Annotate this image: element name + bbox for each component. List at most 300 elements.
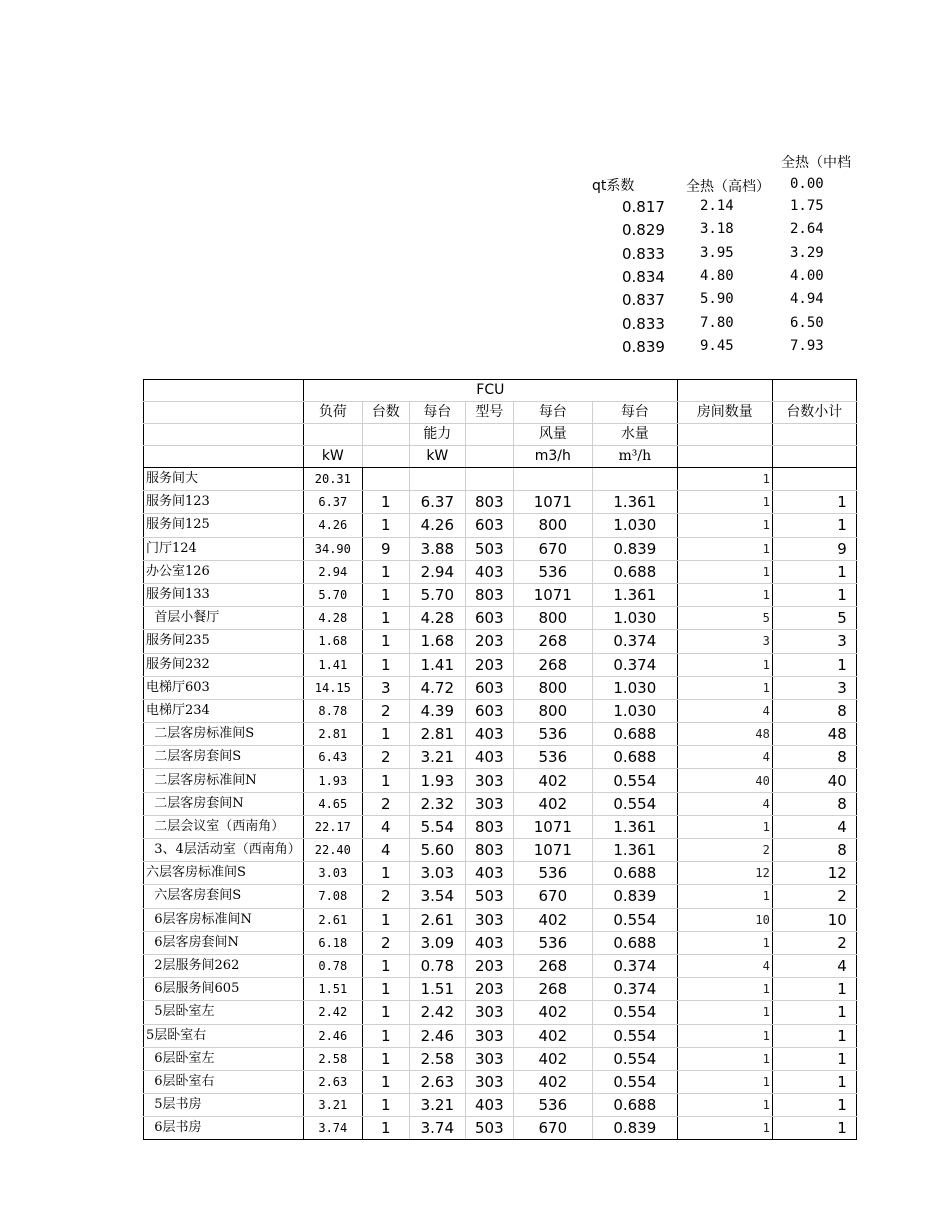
- room-name: 服务间123: [144, 491, 304, 514]
- qt-value: 0.829: [622, 221, 665, 240]
- capacity-subheader: 能力: [409, 424, 465, 446]
- unit-count: 1: [362, 1117, 409, 1140]
- airflow-value: 800: [513, 699, 592, 722]
- unit-subtotal: 5: [772, 607, 856, 630]
- unit-subtotal: 40: [772, 769, 856, 792]
- unit-subtotal: 10: [772, 908, 856, 931]
- airflow-value: 536: [513, 862, 592, 885]
- load-value: 14.15: [303, 676, 362, 699]
- unit-capacity: 5.60: [409, 839, 465, 862]
- high-heat-value: 3.95: [700, 244, 734, 261]
- load-unit: kW: [303, 446, 362, 468]
- room-count: 1: [677, 1001, 772, 1024]
- qt-value: 0.837: [622, 291, 665, 310]
- airflow-unit: m3/h: [513, 446, 592, 468]
- unit-subtotal: 1: [772, 978, 856, 1001]
- table-row: [144, 468, 857, 491]
- unit-capacity: 5.54: [409, 815, 465, 838]
- high-heat-value: 7.80: [700, 314, 734, 331]
- room-name: 服务间125: [144, 514, 304, 537]
- unit-subtotal: 1: [772, 491, 856, 514]
- room-count: 1: [677, 1117, 772, 1140]
- room-count: 1: [677, 491, 772, 514]
- unit-count: 9: [362, 537, 409, 560]
- unit-count: 2: [362, 931, 409, 954]
- room-name: 5层卧室左: [144, 1001, 304, 1024]
- room-count: 1: [677, 583, 772, 606]
- model-number: 303: [465, 1001, 513, 1024]
- load-value: 22.40: [303, 839, 362, 862]
- room-count: 1: [677, 1047, 772, 1070]
- table-row: [144, 746, 857, 769]
- room-count: 1: [677, 468, 772, 491]
- model-number: [465, 468, 513, 491]
- airflow-value: 268: [513, 630, 592, 653]
- table-row: [144, 1070, 857, 1093]
- airflow-value: 268: [513, 653, 592, 676]
- high-heat-value: 3.18: [700, 221, 734, 238]
- waterflow-value: [592, 468, 677, 491]
- unit-capacity: 2.46: [409, 1024, 465, 1047]
- airflow-value: 536: [513, 931, 592, 954]
- unit-count: 1: [362, 908, 409, 931]
- model-number: 403: [465, 862, 513, 885]
- unit-count: 1: [362, 491, 409, 514]
- unit-count: 1: [362, 607, 409, 630]
- airflow-value: 536: [513, 723, 592, 746]
- room-name: 服务间大: [144, 468, 304, 491]
- load-value: 7.08: [303, 885, 362, 908]
- room-name: 二层客房套间N: [144, 792, 304, 815]
- model-number: 303: [465, 769, 513, 792]
- room-name: 服务间232: [144, 653, 304, 676]
- waterflow-value: 0.554: [592, 908, 677, 931]
- unit-subtotal: 2: [772, 931, 856, 954]
- table-row: [144, 792, 857, 815]
- waterflow-value: 0.554: [592, 1024, 677, 1047]
- room-count: 1: [677, 978, 772, 1001]
- mid-heat-value: 7.93: [790, 337, 824, 354]
- unit-subtotal: 2: [772, 885, 856, 908]
- airflow-value: 800: [513, 607, 592, 630]
- unit-count: 1: [362, 769, 409, 792]
- qt-value: 0.817: [622, 198, 665, 216]
- table-row: [144, 537, 857, 560]
- airflow-value: 402: [513, 1070, 592, 1093]
- header-row-units: [144, 446, 857, 468]
- room-name: 6层卧室左: [144, 1047, 304, 1070]
- airflow-value: 268: [513, 954, 592, 977]
- model-number: 403: [465, 931, 513, 954]
- model-number: 803: [465, 815, 513, 838]
- table-row: [144, 1047, 857, 1070]
- unit-capacity: 2.63: [409, 1070, 465, 1093]
- room-name: 电梯厅234: [144, 699, 304, 722]
- unit-capacity: 2.94: [409, 560, 465, 583]
- high-heat-header: 全热（高档）: [686, 179, 770, 195]
- mid-heat-header: 全热（中档: [781, 155, 851, 171]
- unit-capacity: 4.26: [409, 514, 465, 537]
- unit-count: 1: [362, 1001, 409, 1024]
- unit-capacity: 0.78: [409, 954, 465, 977]
- table-row: [144, 978, 857, 1001]
- room-count: 1: [677, 653, 772, 676]
- load-value: 2.46: [303, 1024, 362, 1047]
- high-heat-value: 5.90: [700, 291, 734, 308]
- model-number: 803: [465, 491, 513, 514]
- room-name: 6层书房: [144, 1117, 304, 1140]
- model-number: 403: [465, 1094, 513, 1117]
- unit-subtotal: 4: [772, 815, 856, 838]
- unit-capacity: 1.93: [409, 769, 465, 792]
- load-value: 8.78: [303, 699, 362, 722]
- airflow-value: 800: [513, 676, 592, 699]
- room-count: 1: [677, 676, 772, 699]
- mid-heat-value: 4.94: [790, 291, 824, 308]
- high-heat-value: 4.80: [700, 267, 734, 284]
- unit-capacity: [409, 468, 465, 491]
- airflow-value: 402: [513, 908, 592, 931]
- airflow-value: 1071: [513, 491, 592, 514]
- load-value: 2.63: [303, 1070, 362, 1093]
- waterflow-value: 0.688: [592, 862, 677, 885]
- unit-capacity: 3.88: [409, 537, 465, 560]
- room-name: 2层服务间262: [144, 954, 304, 977]
- waterflow-header: 每台: [592, 402, 677, 424]
- table-row: [144, 607, 857, 630]
- table-row: [144, 1094, 857, 1117]
- model-number: 603: [465, 607, 513, 630]
- qt-value: 0.833: [622, 244, 665, 263]
- unit-subtotal: 1: [772, 583, 856, 606]
- unit-capacity: 4.28: [409, 607, 465, 630]
- unit-subtotal: 12: [772, 862, 856, 885]
- waterflow-value: 0.554: [592, 1070, 677, 1093]
- mid-heat-value: 3.29: [790, 244, 824, 261]
- load-value: 5.70: [303, 583, 362, 606]
- load-value: 34.90: [303, 537, 362, 560]
- waterflow-value: 0.554: [592, 769, 677, 792]
- waterflow-value: 1.361: [592, 583, 677, 606]
- room-name: 5层书房: [144, 1094, 304, 1117]
- waterflow-value: 0.374: [592, 978, 677, 1001]
- load-value: 20.31: [303, 468, 362, 491]
- airflow-value: 402: [513, 792, 592, 815]
- high-heat-value: 2.14: [700, 198, 734, 214]
- airflow-value: 670: [513, 537, 592, 560]
- model-number: 203: [465, 978, 513, 1001]
- table-row: [144, 723, 857, 746]
- unit-count: 1: [362, 560, 409, 583]
- room-count: 1: [677, 885, 772, 908]
- unit-count: 4: [362, 839, 409, 862]
- room-count: 4: [677, 792, 772, 815]
- model-number: 303: [465, 792, 513, 815]
- table-row: [144, 885, 857, 908]
- model-number: 303: [465, 1070, 513, 1093]
- fcu-table: [143, 379, 857, 1140]
- room-name: 5层卧室右: [144, 1024, 304, 1047]
- unit-count: 1: [362, 1070, 409, 1093]
- airflow-value: 800: [513, 514, 592, 537]
- rooms-header: 房间数量: [677, 402, 772, 424]
- capacity-unit: kW: [409, 446, 465, 468]
- waterflow-value: 0.688: [592, 1094, 677, 1117]
- load-value: 6.43: [303, 746, 362, 769]
- airflow-header: 每台: [513, 402, 592, 424]
- unit-subtotal: 8: [772, 746, 856, 769]
- model-number: 603: [465, 699, 513, 722]
- table-row: [144, 1001, 857, 1024]
- room-name: 二层客房标准间S: [144, 723, 304, 746]
- table-row: [144, 908, 857, 931]
- room-count: 12: [677, 862, 772, 885]
- unit-capacity: 1.51: [409, 978, 465, 1001]
- unit-count: 2: [362, 792, 409, 815]
- unit-capacity: 3.21: [409, 746, 465, 769]
- airflow-value: 670: [513, 885, 592, 908]
- table-row: [144, 815, 857, 838]
- unit-count: 1: [362, 653, 409, 676]
- room-count: 3: [677, 630, 772, 653]
- room-count: 4: [677, 954, 772, 977]
- waterflow-value: 0.688: [592, 560, 677, 583]
- model-number: 203: [465, 630, 513, 653]
- room-count: 1: [677, 514, 772, 537]
- waterflow-value: 1.030: [592, 699, 677, 722]
- high-heat-value: 9.45: [700, 337, 734, 354]
- load-value: 2.81: [303, 723, 362, 746]
- unit-capacity: 2.42: [409, 1001, 465, 1024]
- model-number: 403: [465, 723, 513, 746]
- room-name: 6层服务间605: [144, 978, 304, 1001]
- unit-subtotal: 3: [772, 676, 856, 699]
- header-row-labels: [144, 402, 857, 424]
- room-name: 门厅124: [144, 537, 304, 560]
- unit-count: 1: [362, 630, 409, 653]
- load-value: 2.61: [303, 908, 362, 931]
- waterflow-value: 0.374: [592, 630, 677, 653]
- unit-subtotal: 1: [772, 514, 856, 537]
- airflow-value: 402: [513, 769, 592, 792]
- room-name: 办公室126: [144, 560, 304, 583]
- unit-subtotal: 48: [772, 723, 856, 746]
- unit-subtotal: 1: [772, 1047, 856, 1070]
- unit-subtotal: 8: [772, 839, 856, 862]
- capacity-header: 每台: [409, 402, 465, 424]
- model-number: 303: [465, 1047, 513, 1070]
- airflow-value: 1071: [513, 839, 592, 862]
- unit-count: 1: [362, 862, 409, 885]
- room-count: 1: [677, 560, 772, 583]
- airflow-value: 536: [513, 746, 592, 769]
- unit-capacity: 3.21: [409, 1094, 465, 1117]
- table-row: [144, 862, 857, 885]
- waterflow-subheader: 水量: [592, 424, 677, 446]
- room-name: 服务间133: [144, 583, 304, 606]
- waterflow-value: 0.554: [592, 792, 677, 815]
- room-count: 4: [677, 746, 772, 769]
- airflow-value: 536: [513, 1094, 592, 1117]
- unit-subtotal: 3: [772, 630, 856, 653]
- table-row: [144, 653, 857, 676]
- room-count: 1: [677, 931, 772, 954]
- waterflow-value: 0.374: [592, 954, 677, 977]
- table-row: [144, 699, 857, 722]
- unit-count: 2: [362, 885, 409, 908]
- waterflow-value: 0.374: [592, 653, 677, 676]
- unit-count: 1: [362, 1094, 409, 1117]
- qt-value: 0.833: [622, 314, 665, 333]
- load-value: 1.51: [303, 978, 362, 1001]
- table-row: [144, 931, 857, 954]
- room-count: 5: [677, 607, 772, 630]
- waterflow-value: 0.554: [592, 1047, 677, 1070]
- unit-capacity: 1.41: [409, 653, 465, 676]
- unit-capacity: 3.03: [409, 862, 465, 885]
- room-name: 二层客房标准间N: [144, 769, 304, 792]
- room-count: 1: [677, 537, 772, 560]
- unit-subtotal: 8: [772, 792, 856, 815]
- unit-count: 1: [362, 723, 409, 746]
- room-name: 六层客房标准间S: [144, 862, 304, 885]
- unit-count: 3: [362, 676, 409, 699]
- mid-heat-value: 6.50: [790, 314, 824, 331]
- load-value: 4.28: [303, 607, 362, 630]
- unit-subtotal: [772, 468, 856, 491]
- unit-count: 1: [362, 514, 409, 537]
- load-value: 4.26: [303, 514, 362, 537]
- room-count: 2: [677, 839, 772, 862]
- room-count: 1: [677, 815, 772, 838]
- unit-count: 4: [362, 815, 409, 838]
- model-number: 403: [465, 560, 513, 583]
- room-name: 二层会议室（西南角）: [144, 815, 304, 838]
- table-row: [144, 1117, 857, 1140]
- header-row-group: [144, 380, 857, 402]
- waterflow-value: 0.688: [592, 746, 677, 769]
- unit-count: 1: [362, 583, 409, 606]
- waterflow-value: 1.361: [592, 839, 677, 862]
- model-number: 303: [465, 908, 513, 931]
- room-name: 电梯厅603: [144, 676, 304, 699]
- unit-subtotal: 1: [772, 1117, 856, 1140]
- room-count: 1: [677, 1024, 772, 1047]
- unit-capacity: 2.81: [409, 723, 465, 746]
- unit-subtotal: 1: [772, 653, 856, 676]
- room-name: 首层小餐厅: [144, 607, 304, 630]
- load-value: 2.58: [303, 1047, 362, 1070]
- header-row-sublabels: [144, 424, 857, 446]
- mid-heat-first: 0.00: [790, 176, 824, 192]
- load-value: 3.21: [303, 1094, 362, 1117]
- load-value: 3.03: [303, 862, 362, 885]
- subtotal-header: 台数小计: [772, 402, 856, 424]
- waterflow-value: 0.688: [592, 931, 677, 954]
- mid-heat-value: 1.75: [790, 198, 824, 214]
- unit-subtotal: 1: [772, 1070, 856, 1093]
- unit-capacity: 3.74: [409, 1117, 465, 1140]
- unit-count: 1: [362, 954, 409, 977]
- fcu-group-header: FCU: [303, 380, 677, 402]
- load-value: 1.93: [303, 769, 362, 792]
- unit-count: 1: [362, 1024, 409, 1047]
- table-row: [144, 954, 857, 977]
- airflow-value: 536: [513, 560, 592, 583]
- table-row: [144, 769, 857, 792]
- room-name: 六层客房套间S: [144, 885, 304, 908]
- table-row: [144, 583, 857, 606]
- airflow-value: 268: [513, 978, 592, 1001]
- unit-capacity: 1.68: [409, 630, 465, 653]
- room-name: 6层客房标准间N: [144, 908, 304, 931]
- waterflow-value: 1.030: [592, 607, 677, 630]
- unit-capacity: 3.54: [409, 885, 465, 908]
- unit-subtotal: 8: [772, 699, 856, 722]
- qt-value: 0.834: [622, 267, 665, 286]
- unit-subtotal: 9: [772, 537, 856, 560]
- room-name: 6层客房套间N: [144, 931, 304, 954]
- airflow-value: [513, 468, 592, 491]
- model-number: 203: [465, 653, 513, 676]
- room-count: 1: [677, 1094, 772, 1117]
- unit-count: [362, 468, 409, 491]
- airflow-value: 1071: [513, 583, 592, 606]
- unit-capacity: 5.70: [409, 583, 465, 606]
- airflow-value: 670: [513, 1117, 592, 1140]
- waterflow-value: 1.030: [592, 676, 677, 699]
- unit-capacity: 2.32: [409, 792, 465, 815]
- table-row: [144, 514, 857, 537]
- model-number: 803: [465, 839, 513, 862]
- model-number: 603: [465, 676, 513, 699]
- waterflow-value: 1.030: [592, 514, 677, 537]
- load-value: 1.68: [303, 630, 362, 653]
- airflow-subheader: 风量: [513, 424, 592, 446]
- load-value: 6.37: [303, 491, 362, 514]
- unit-subtotal: 1: [772, 1001, 856, 1024]
- unit-subtotal: 1: [772, 1094, 856, 1117]
- airflow-value: 1071: [513, 815, 592, 838]
- room-name: 3、4层活动室（西南角）: [144, 839, 304, 862]
- unit-count: 1: [362, 1047, 409, 1070]
- waterflow-value: 0.688: [592, 723, 677, 746]
- load-value: 2.42: [303, 1001, 362, 1024]
- room-count: 10: [677, 908, 772, 931]
- model-number: 503: [465, 1117, 513, 1140]
- model-number: 503: [465, 537, 513, 560]
- mid-heat-value: 2.64: [790, 221, 824, 238]
- table-row: [144, 1024, 857, 1047]
- load-value: 6.18: [303, 931, 362, 954]
- load-value: 4.65: [303, 792, 362, 815]
- load-value: 22.17: [303, 815, 362, 838]
- load-value: 0.78: [303, 954, 362, 977]
- qt-value: 0.839: [622, 337, 665, 356]
- unit-subtotal: 1: [772, 1024, 856, 1047]
- unit-count: 2: [362, 746, 409, 769]
- load-header: 负荷: [303, 402, 362, 424]
- airflow-value: 402: [513, 1001, 592, 1024]
- room-name: 6层卧室右: [144, 1070, 304, 1093]
- table-row: [144, 676, 857, 699]
- unit-subtotal: 4: [772, 954, 856, 977]
- waterflow-value: 1.361: [592, 491, 677, 514]
- unit-capacity: 2.61: [409, 908, 465, 931]
- table-row: [144, 560, 857, 583]
- unit-count: 2: [362, 699, 409, 722]
- waterflow-value: 0.839: [592, 1117, 677, 1140]
